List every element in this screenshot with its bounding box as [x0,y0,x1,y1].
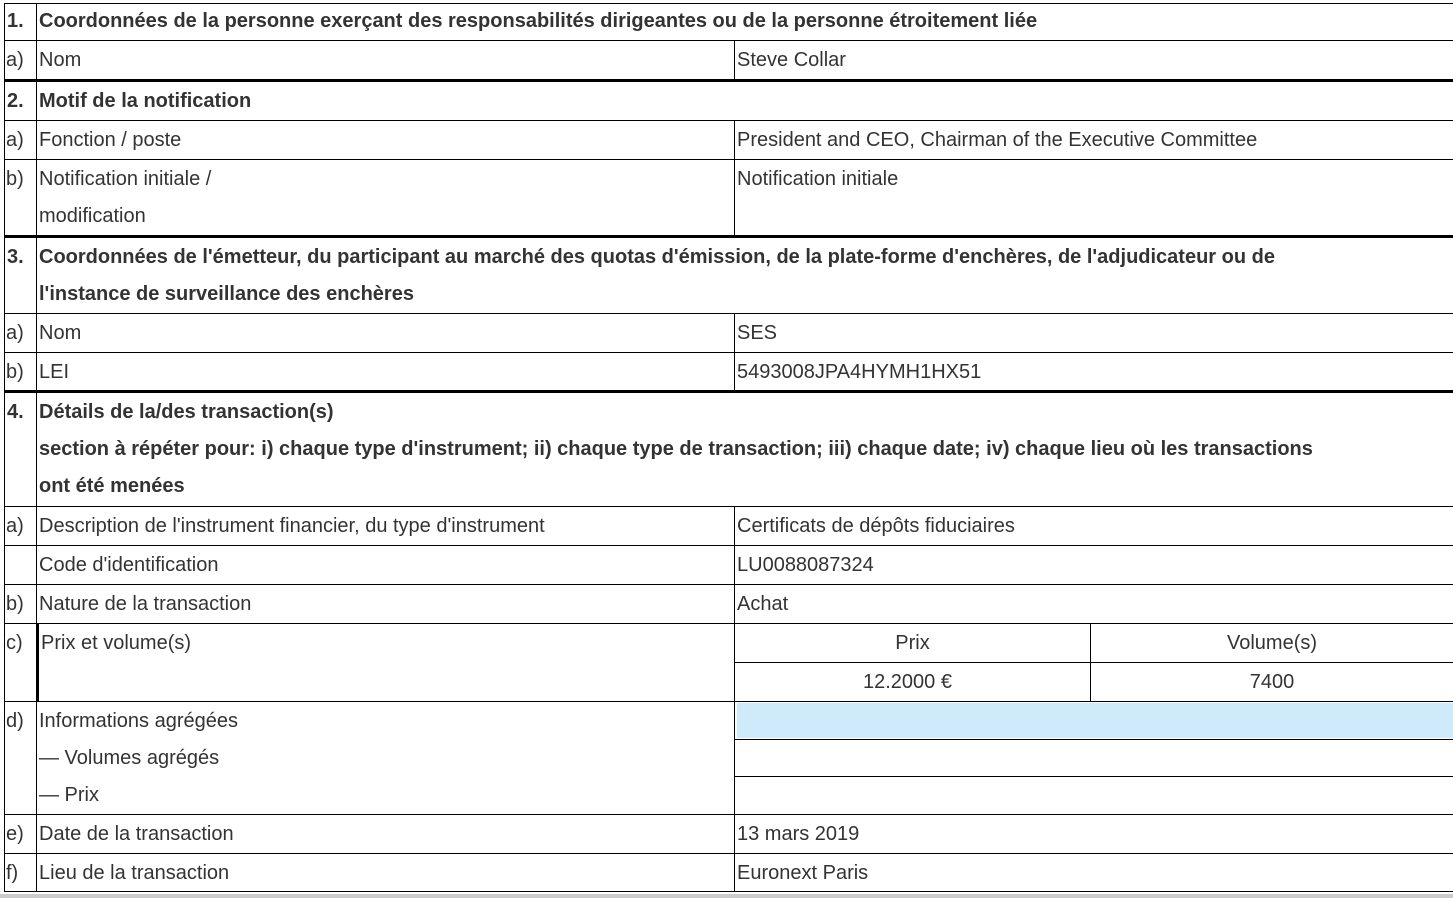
row-letter: e) [6,823,24,845]
row-label: Nature de la transaction [39,593,252,615]
row-label: Nom [39,322,82,344]
row-label: modification [39,205,146,227]
volume-column-header: Volume(s) [1226,632,1318,654]
row-letter: f) [6,862,19,884]
row-label: Description de l'instrument financier, du type d'instrument [39,515,545,537]
row-value: 5493008JPA4HYMH1HX51 [737,361,982,383]
section-subtitle: ont été menées [39,475,185,497]
row-letter: a) [6,49,24,71]
section-number: 4. [7,401,24,423]
row-letter: c) [6,632,23,654]
row-label: Informations agrégées [39,710,239,732]
row-value: Certificats de dépôts fiduciaires [737,515,1015,537]
row-letter: b) [6,168,24,190]
row-value: LU0088087324 [737,554,874,576]
row-label: Nom [39,49,82,71]
row-letter: b) [6,593,24,615]
row-label: Notification initiale / [39,168,212,190]
row-letter: a) [6,515,24,537]
section-number: 3. [7,246,24,268]
section-title: Coordonnées de l'émetteur, du participant au marché des quotas d'émission, de la plate-forme d'enchères, de l'adjudicateur ou de [39,246,1275,268]
section-number: 2. [7,90,24,112]
section-number: 1. [7,10,24,32]
row-letter: b) [6,361,24,383]
row-value: Steve Collar [737,49,846,71]
section-title: Motif de la notification [39,90,252,112]
row-label: Code d'identification [39,554,219,576]
row-label: Date de la transaction [39,823,234,845]
row-sublabel: — Prix [39,784,99,806]
row-letter: a) [6,322,24,344]
row-value: 13 mars 2019 [737,823,860,845]
row-label: Lieu de la transaction [39,862,230,884]
price-value: 12.2000 € [863,671,952,693]
row-label: Fonction / poste [39,129,182,151]
section-title: Coordonnées de la personne exerçant des responsabilités dirigeantes ou de la personne étroitement liée [39,10,1038,32]
scrollbar-track[interactable] [0,894,1453,898]
row-label: Prix et volume(s) [41,632,192,654]
price-column-header: Prix [895,632,930,654]
section-subtitle: section à répéter pour: i) chaque type d'instrument; ii) chaque type de transaction; iii) chaque date; iv) chaque lieu où les transactions [39,438,1313,460]
section-title: Détails de la/des transaction(s) [39,401,334,423]
row-value: SES [737,322,778,344]
row-letter: d) [6,710,24,732]
row-sublabel: — Volumes agrégés [39,747,220,769]
row-letter: a) [6,129,24,151]
row-value: Euronext Paris [737,862,869,884]
row-value: Notification initiale [737,168,899,190]
volume-value: 7400 [1249,671,1295,693]
row-value: Achat [737,593,789,615]
aggregated-info-cell [737,703,1453,738]
row-label: LEI [39,361,70,383]
row-value: President and CEO, Chairman of the Executive Committee [737,129,1258,151]
section-title: l'instance de surveillance des enchères [39,283,414,305]
